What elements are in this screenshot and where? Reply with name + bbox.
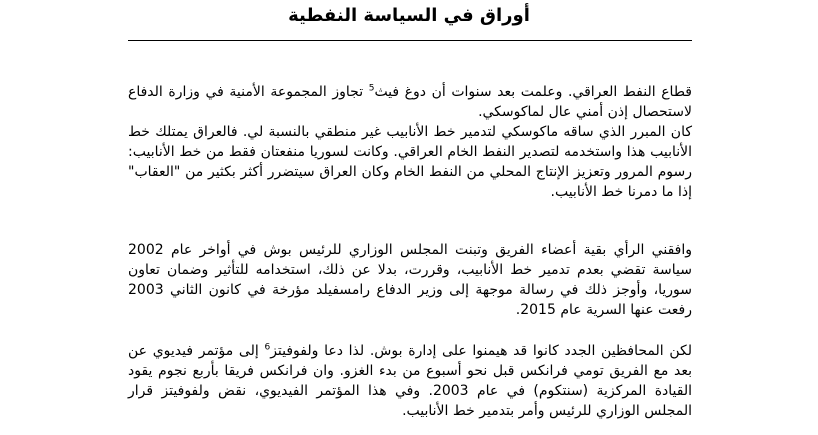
footnote-marker-6: 6: [264, 342, 271, 353]
paragraph-4-text-b: إلى مؤتمر فيديوي عن بعد مع الفريق تومي فرانكس قبل نحو أسبوع من بدء الغزو. وان فرانكس فريقا بأربع نجوم يقود القيادة المركزية (سنتكوم) في عام 2003. وفي هذا المؤتمر الفيديوي، نقض ولفوفيتز قرار المجلس الوزاري للرئيس وأمر بتدمير خط الأنابيب.: [128, 343, 692, 419]
paragraph-4: [128, 341, 692, 421]
paragraph-1-text-a: قطاع النفط العراقي. وعلمت بعد سنوات أن دوغ فيث: [374, 84, 693, 100]
footnote-marker-5: 5: [368, 83, 375, 94]
page-header-title: أوراق في السياسة النفطية: [288, 5, 530, 26]
paragraph-1: [128, 82, 692, 122]
paragraph-2: كان المبرر الذي ساقه ماكوسكي لتدمير خط الأنابيب غير منطقي بالنسبة لي. فالعراق يمتلك خط الأنابيب هذا واستخدمه لتصدير النفط الخام العراقي. وكانت لسوريا منفعتان فقط من خط الأنابيب: رسوم المرور وتعزيز الإنتاج المحلي من النفط الخام وكان العراق سيتضرر أكثر بكثير من "العقاب" إذا ما دمرنا خط الأنابيب.: [128, 124, 692, 200]
paragraph-3: وافقني الرأي بقية أعضاء الفريق وتبنت المجلس الوزاري للرئيس بوش في أواخر عام 2002 سياسة تقضي بعدم تدمير خط الأنابيب، وقررت، بدلا عن ذلك، استخدامه للتأثير وضمان تعاون سوريا، وأوجز ذلك في رسالة موجهة إلى وزير الدفاع رامسفيلد مؤرخة في كانون الثاني 2003 رفعت عنها السرية عام 2015.: [128, 242, 692, 318]
paragraph-1-text-b: تجاوز المجموعة الأمنية في وزارة الدفاع لاستحصال إذن أمني عال لماكوسكي.: [128, 84, 692, 120]
paragraph-4-text-a: لكن المحافظين الجدد كانوا قد هيمنوا على إدارة بوش. لذا دعا ولفوفيتز: [270, 343, 693, 359]
header-divider: [128, 40, 692, 41]
